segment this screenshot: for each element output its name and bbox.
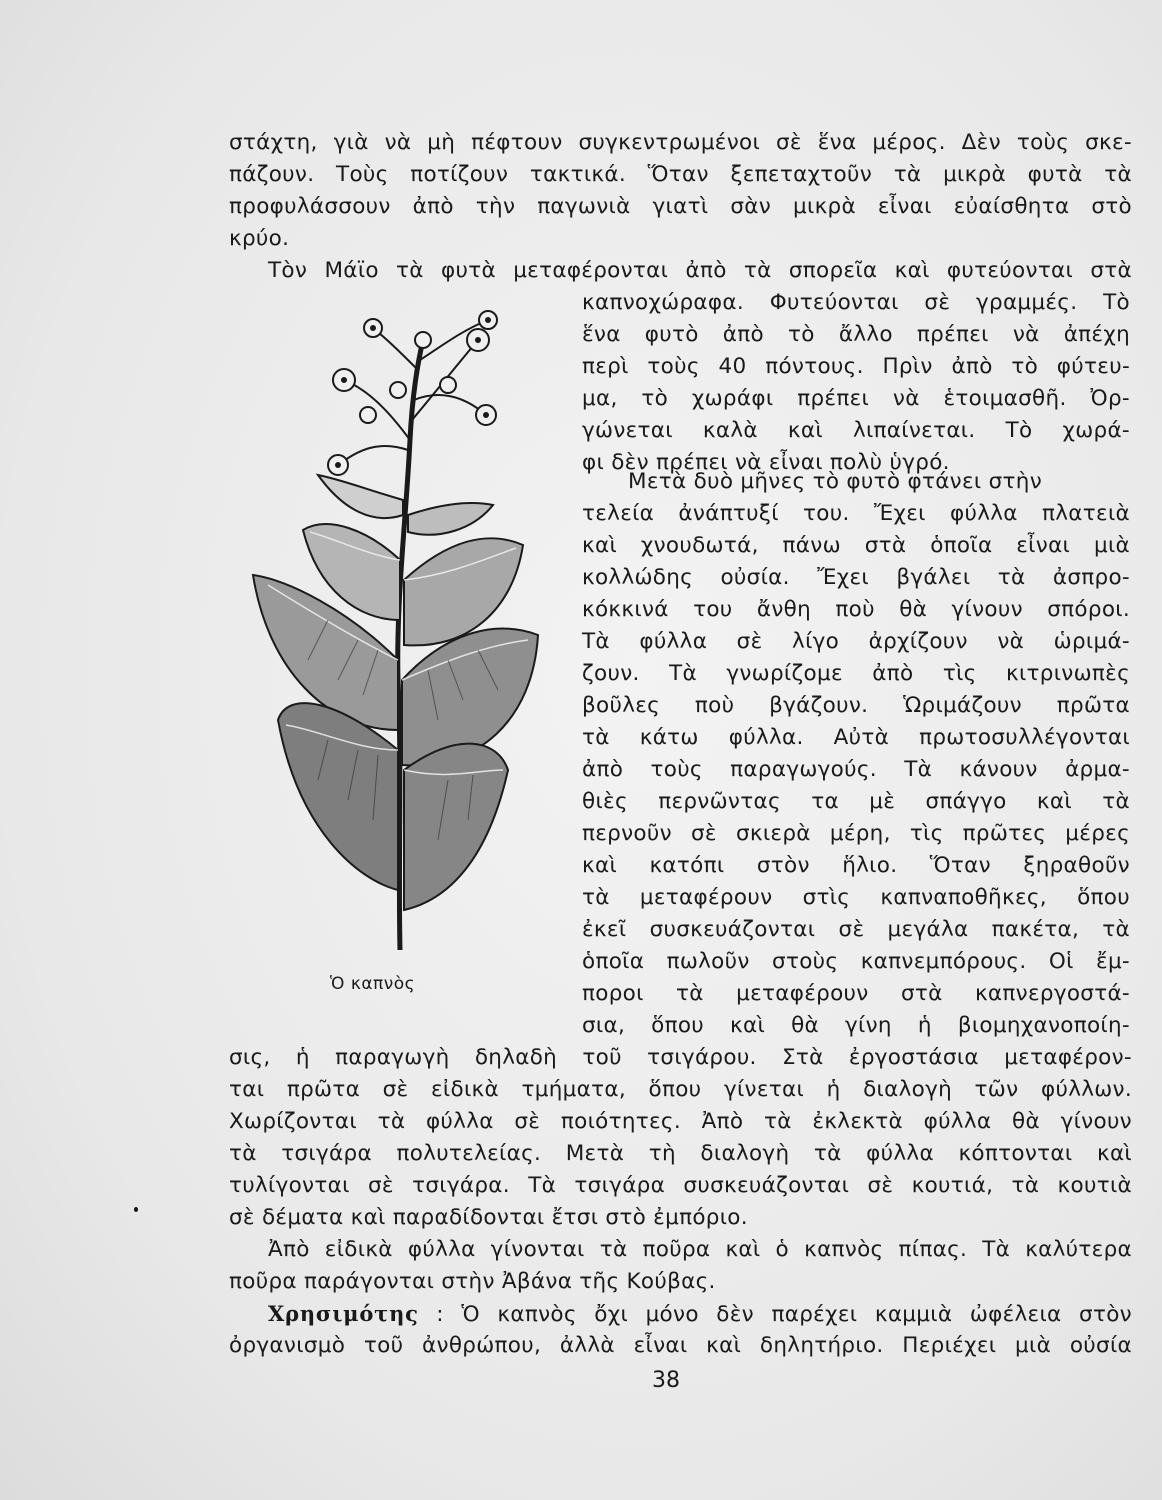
text-line: καὶ κατόπι στὸν ἥλιο. Ὅταν ξηραθοῦν xyxy=(582,853,1130,878)
text-line: σια, ὅπου καὶ θὰ γίνη ἡ βιομηχανοποίη- xyxy=(582,1013,1130,1038)
text-line: περὶ τοὺς 40 πόντους. Πρὶν ἀπὸ τὸ φύτευ- xyxy=(582,354,1130,379)
heading-line-text: : Ὁ καπνὸς ὄχι μόνο δὲν παρέχει καμμιὰ ὠφέλεια στὸν xyxy=(418,1302,1132,1327)
text-line: σις, ἡ παραγωγὴ δηλαδὴ τοῦ τσιγάρου. Στὰ ἐργοστάσια μεταφέρον- xyxy=(229,1045,1132,1070)
text-line: ὀργανισμὸ τοῦ ἀνθρώπου, ἀλλὰ εἶναι καὶ δηλητήριο. Περιέχει μιὰ οὐσία xyxy=(229,1333,1132,1358)
text-line: προφυλάσσουν ἀπὸ τὴν παγωνιὰ γιατὶ σὰν μικρὰ εἶναι εὐαίσθητα στὸ xyxy=(229,194,1132,219)
text-line: κρύο. xyxy=(229,226,290,251)
heading-line xyxy=(268,1298,1132,1331)
tobacco-plant-illustration xyxy=(248,300,548,960)
text-line: κολλώδης οὐσία. Ἔχει βγάλει τὰ ἀσπρο- xyxy=(582,565,1130,590)
text-line: τὰ μεταφέρουν στὶς καπναποθῆκες, ὅπου xyxy=(582,885,1130,910)
text-line: θιὲς περνῶντας τα μὲ σπάγγο καὶ τὰ xyxy=(582,789,1130,814)
text-line: ται πρῶτα σὲ εἰδικὰ τμήματα, ὅπου γίνεται ἡ διαλογὴ τῶν φύλλων. xyxy=(229,1077,1132,1102)
figure-caption: Ὁ καπνὸς xyxy=(330,974,416,994)
text-line: Μετὰ δυὸ μῆνες τὸ φυτὸ φτάνει στὴν xyxy=(628,469,1043,494)
text-line: περνοῦν σὲ σκιερὰ μέρη, τὶς πρῶτες μέρες xyxy=(582,821,1130,846)
text-line: ποῦρα παράγονται στὴν Ἀβάνα τῆς Κούβας. xyxy=(229,1269,716,1294)
text-line: ζουν. Τὰ γνωρίζομε ἀπὸ τὶς κιτρινωπὲς xyxy=(582,661,1130,686)
text-line: τελεία ἀνάπτυξί του. Ἔχει φύλλα πλατειὰ xyxy=(582,501,1130,526)
text-line: καὶ χνουδωτά, πάνω στὰ ὁποῖα εἶναι μιὰ xyxy=(582,533,1130,558)
text-line: τυλίγονται σὲ τσιγάρα. Τὰ τσιγάρα συσκευάζονται σὲ κουτιά, τὰ κουτιὰ xyxy=(229,1173,1132,1198)
text-line: γώνεται καλὰ καὶ λιπαίνεται. Τὸ χωρά- xyxy=(582,418,1130,443)
text-line: τὰ τσιγάρα πολυτελείας. Μετὰ τὴ διαλογὴ τὰ φύλλα κόπτονται καὶ xyxy=(229,1141,1132,1166)
text-line: πάζουν. Τοὺς ποτίζουν τακτικά. Ὅταν ξεπεταχτοῦν τὰ μικρὰ φυτὰ τὰ xyxy=(229,162,1132,187)
section-heading: Χρησιμότης xyxy=(268,1301,419,1326)
text-line: σὲ δέματα καὶ παραδίδονται ἔτσι στὸ ἐμπόριο. xyxy=(229,1205,748,1230)
plant-drawing xyxy=(248,300,548,960)
text-line: ἕνα φυτὸ ἀπὸ τὸ ἄλλο πρέπει νὰ ἀπέχη xyxy=(582,322,1130,347)
text-line: στάχτη, γιὰ νὰ μὴ πέφτουν συγκεντρωμένοι σὲ ἕνα μέρος. Δὲν τοὺς σκε- xyxy=(229,130,1132,155)
text-line: Ἀπὸ εἰδικὰ φύλλα γίνονται τὰ ποῦρα καὶ ὁ καπνὸς πίπας. Τὰ καλύτερα xyxy=(268,1237,1132,1262)
text-line: ποροι τὰ μεταφέρουν στὰ καπνεργοστά- xyxy=(582,981,1130,1006)
text-line: Τὸν Μάϊο τὰ φυτὰ μεταφέρονται ἀπὸ τὰ σπορεῖα καὶ φυτεύονται στὰ xyxy=(268,258,1132,283)
text-line: βοῦλες ποὺ βγάζουν. Ὡριμάζουν πρῶτα xyxy=(582,693,1130,718)
text-line: κόκκινά του ἄνθη ποὺ θὰ γίνουν σπόροι. xyxy=(582,597,1130,622)
print-speck xyxy=(134,1207,138,1212)
text-line: ἀπὸ τοὺς παραγωγούς. Τὰ κάνουν ἀρμα- xyxy=(582,757,1130,782)
text-line: Χωρίζονται τὰ φύλλα σὲ ποιότητες. Ἀπὸ τὰ ἐκλεκτὰ φύλλα θὰ γίνουν xyxy=(229,1109,1132,1134)
page-number: 38 xyxy=(652,1368,680,1393)
text-line: καπνοχώραφα. Φυτεύονται σὲ γραμμές. Τὸ xyxy=(582,290,1130,315)
text-line: ὁποῖα πωλοῦν στοὺς καπνεμπόρους. Οἱ ἔμ- xyxy=(582,949,1130,974)
text-line: ἐκεῖ συσκευάζονται σὲ μεγάλα πακέτα, τὰ xyxy=(582,917,1130,942)
text-line: μα, τὸ χωράφι πρέπει νὰ ἑτοιμασθῆ. Ὀρ- xyxy=(582,386,1130,411)
text-line: τὰ κάτω φύλλα. Αὐτὰ πρωτοσυλλέγονται xyxy=(582,725,1130,750)
text-line: Τὰ φύλλα σὲ λίγο ἀρχίζουν νὰ ὡριμά- xyxy=(582,629,1130,654)
text-line: φι δὲν πρέπει νὰ εἶναι πολὺ ὑγρό. xyxy=(582,450,950,475)
